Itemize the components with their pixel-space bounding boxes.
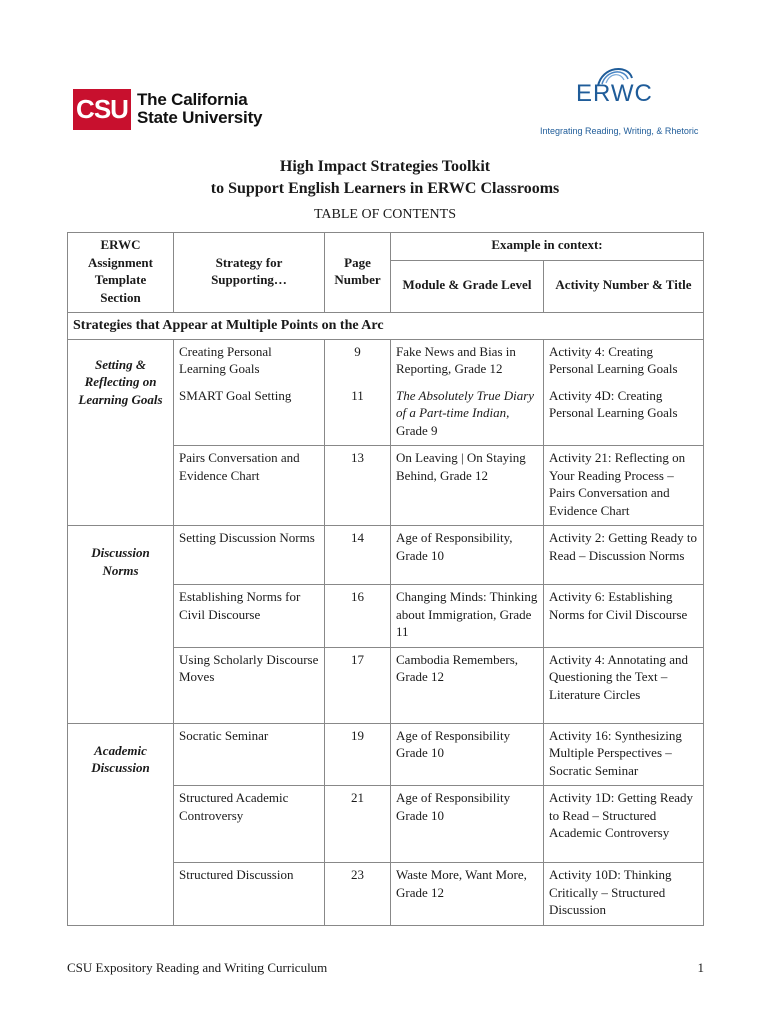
- row-module: Waste More, Want More, Grade 12: [391, 863, 544, 926]
- row-module: On Leaving | On Staying Behind, Grade 12: [391, 446, 544, 526]
- row-strategy: Using Scholarly Discourse Moves: [174, 647, 325, 723]
- row-strategy: Establishing Norms for Civil Discourse: [174, 585, 325, 648]
- header-strategy: Strategy for Supporting…: [174, 233, 325, 313]
- header-module: Module & Grade Level: [391, 261, 544, 313]
- row-page: 16: [325, 585, 391, 648]
- doc-title-line1: High Impact Strategies Toolkit: [279, 158, 491, 175]
- module-grade: Grade 9: [396, 422, 438, 438]
- row-page: 21: [325, 786, 391, 863]
- header-page: Page Number: [325, 233, 391, 313]
- toc-table: [67, 232, 704, 926]
- row-activity: Activity 4: Annotating and Questioning the Text – Literature Circles: [544, 647, 704, 723]
- row-strategy: Setting Discussion Norms: [174, 526, 325, 585]
- row-strategy: SMART Goal Setting: [174, 384, 325, 446]
- row-module: Age of Responsibility Grade 10: [391, 723, 544, 786]
- row-strategy: Creating Personal Learning Goals: [174, 339, 325, 384]
- row-strategy: Structured Academic Controversy: [174, 786, 325, 863]
- row-strategy: Pairs Conversation and Evidence Chart: [174, 446, 325, 526]
- toc-heading: TABLE OF CONTENTS: [314, 207, 456, 222]
- row-activity: Activity 2: Getting Ready to Read – Discussion Norms: [544, 526, 704, 585]
- erwc-wordmark: ERWC: [576, 80, 653, 107]
- row-page: 9: [325, 339, 391, 384]
- header-activity: Activity Number & Title: [544, 261, 704, 313]
- row-module: Age of Responsibility, Grade 10: [391, 526, 544, 585]
- row-strategy: Socratic Seminar: [174, 723, 325, 786]
- row-activity: Activity 6: Establishing Norms for Civil Discourse: [544, 585, 704, 648]
- row-activity: Activity 4D: Creating Personal Learning Goals: [544, 384, 704, 446]
- csu-logo: [73, 89, 263, 131]
- row-page: 19: [325, 723, 391, 786]
- row-activity: Activity 21: Reflecting on Your Reading Process – Pairs Conversation and Evidence Chart: [544, 446, 704, 526]
- csu-name: [137, 91, 262, 127]
- section-heading: Strategies that Appear at Multiple Points on the Arc: [68, 313, 704, 340]
- row-module: Age of Responsibility Grade 10: [391, 786, 544, 863]
- footer-text: CSU Expository Reading and Writing Curriculum: [67, 960, 328, 975]
- csu-name-line2: State University: [137, 108, 263, 127]
- doc-title-line2: to Support English Learners in ERWC Classrooms: [210, 180, 560, 197]
- module-title-italic: The Absolutely True Diary of a Part-time Indian,: [396, 387, 535, 420]
- row-module: Fake News and Bias in Reporting, Grade 12: [391, 339, 544, 384]
- csu-name-line1: The California: [137, 90, 248, 109]
- row-activity: Activity 1D: Getting Ready to Read – Structured Academic Controversy: [544, 786, 704, 863]
- header-section: ERWC Assignment Template Section: [68, 233, 174, 313]
- row-page: 13: [325, 446, 391, 526]
- csu-mark: CSU: [73, 89, 131, 130]
- header-example: Example in context:: [391, 233, 704, 261]
- erwc-tagline: Integrating Reading, Writing, & Rhetoric: [540, 126, 699, 136]
- row-module: Changing Minds: Thinking about Immigration, Grade 11: [391, 585, 544, 648]
- group-academic-discussion: Academic Discussion: [68, 723, 174, 925]
- group-setting-goals: Setting & Reflecting on Learning Goals: [68, 339, 174, 526]
- row-strategy: Structured Discussion: [174, 863, 325, 926]
- erwc-logo: [540, 62, 699, 144]
- row-page: 23: [325, 863, 391, 926]
- group-discussion-norms: Discussion Norms: [68, 526, 174, 724]
- row-page: 17: [325, 647, 391, 723]
- row-page: 14: [325, 526, 391, 585]
- page-number: 1: [697, 960, 704, 975]
- row-activity: Activity 4: Creating Personal Learning Goals: [544, 339, 704, 384]
- row-module: [391, 384, 544, 446]
- row-activity: Activity 10D: Thinking Critically – Structured Discussion: [544, 863, 704, 926]
- row-page: 11: [325, 384, 391, 446]
- row-module: Cambodia Remembers, Grade 12: [391, 647, 544, 723]
- row-activity: Activity 16: Synthesizing Multiple Perspectives – Socratic Seminar: [544, 723, 704, 786]
